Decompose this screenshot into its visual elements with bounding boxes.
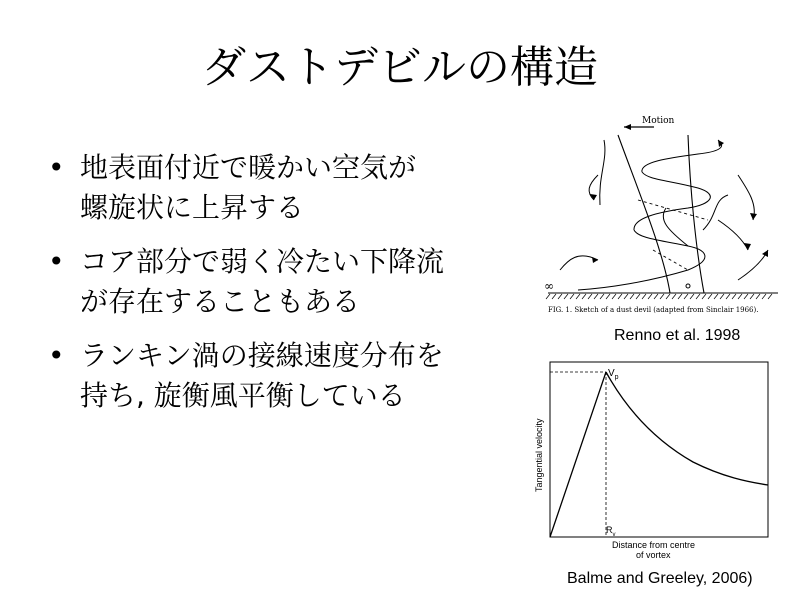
bullet-item [48, 242, 528, 322]
y-axis-label: Tangential velocity [534, 418, 544, 492]
vp-label: $V_p$ [608, 368, 619, 381]
slide-title: ダストデビルの構造 [202, 42, 598, 93]
bullet-marker: • [48, 151, 65, 184]
rv-label: $R_v$ [606, 525, 616, 538]
rankine-vortex-plot [528, 352, 778, 572]
bullet-item [48, 148, 528, 228]
ground-marker [686, 284, 690, 288]
velocity-curve [550, 372, 768, 537]
bullet-line: 持ち, 旋衡風平衡している [80, 379, 406, 412]
bullet-marker: • [48, 339, 65, 372]
infinity-label: ∞ [544, 279, 554, 293]
plot-frame [550, 362, 768, 537]
bullet-item [48, 336, 528, 416]
dust-devil-sketch [538, 110, 783, 330]
ground-line [546, 293, 778, 299]
bullet-line: コア部分で弱く冷たい下降流 [80, 245, 445, 278]
motion-label: Motion [642, 116, 675, 126]
x-axis-label-line1: Distance from centre [612, 540, 696, 550]
x-axis-label-line2: of vortex [636, 550, 671, 560]
sketch-caption: FIG. 1. Sketch of a dust devil (adapted from Sinclair 1966). [548, 306, 759, 314]
vortex-boundary [618, 135, 704, 293]
bullet-line: 螺旋状に上昇する [80, 191, 305, 224]
bullet-line: が存在することもある [80, 285, 361, 318]
bullet-line: 地表面付近で暖かい空気が [80, 151, 417, 184]
bullet-line: ランキン渦の接線速度分布を [80, 339, 444, 372]
bullet-marker: • [48, 245, 65, 278]
plot-credit: Balme and Greeley, 2006) [567, 570, 753, 587]
figure-credit: Renno et al. 1998 [614, 327, 741, 344]
bullet-list [48, 148, 528, 430]
